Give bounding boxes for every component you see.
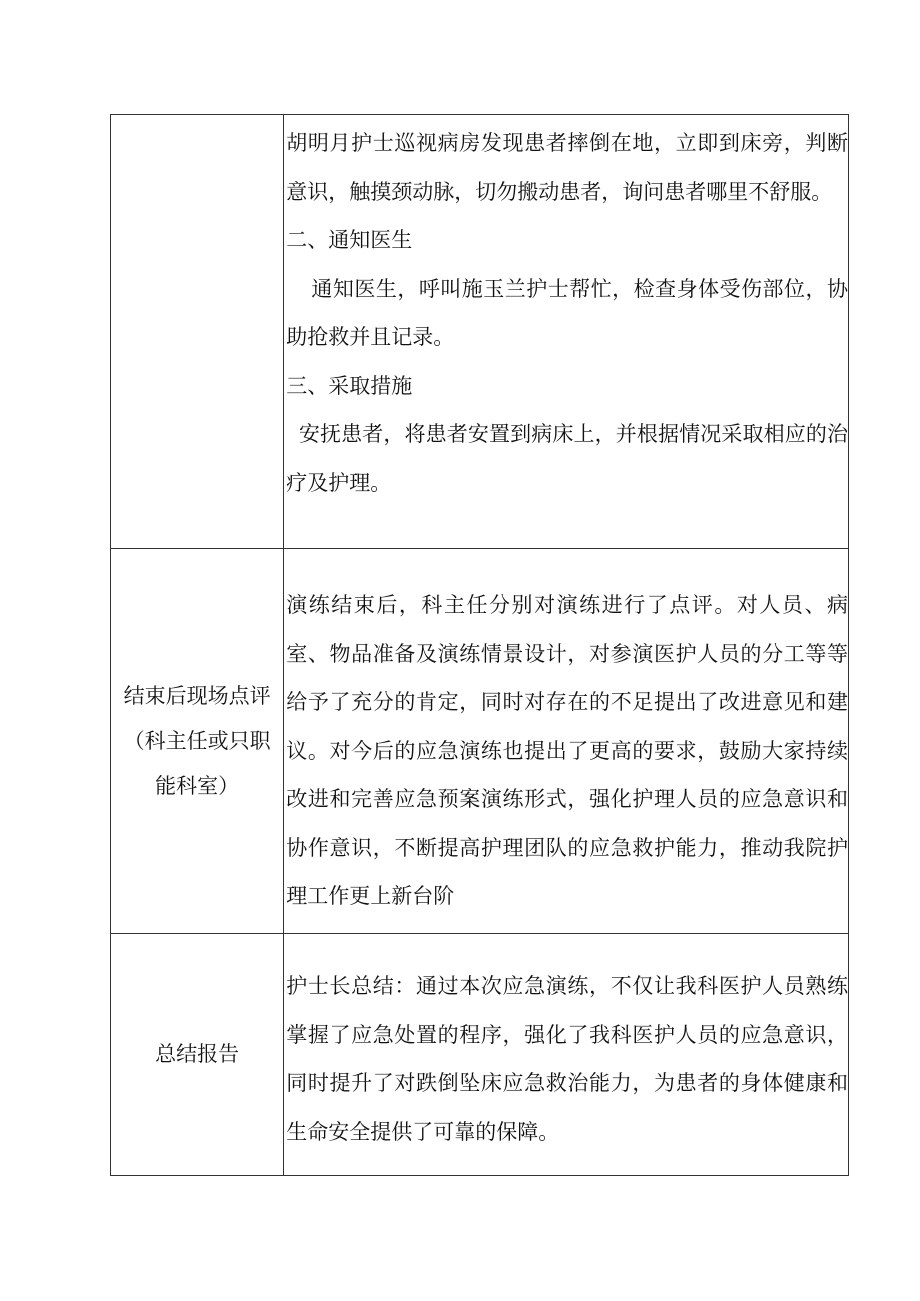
paragraph-discovery: 胡明月护士巡视病房发现患者摔倒在地，立即到床旁，判断意识，触摸颈动脉，切勿搬动患者，询问患者哪里不舒服。 — [286, 131, 848, 204]
row-label-cell — [111, 115, 284, 549]
table-row — [111, 934, 849, 1176]
label-line: 总结报告 — [155, 1042, 240, 1066]
table-row — [111, 549, 849, 934]
paragraph-notify-doctor: 通知医生，呼叫施玉兰护士帮忙，检查身体受伤部位，协助抢救并且记录。 — [286, 276, 848, 349]
paragraph-take-measures: 安抚患者，将患者安置到病床上，并根据情况采取相应的治疗及护理。 — [286, 422, 848, 495]
section-heading-notify-doctor: 二、通知医生 — [286, 228, 413, 252]
label-line: 能科室） — [155, 773, 240, 798]
section-heading-take-measures: 三、采取措施 — [286, 373, 413, 398]
row-content-cell — [284, 549, 849, 934]
label-line: 结束后现场点评 — [123, 683, 271, 708]
paragraph-review: 演练结束后，科主任分别对演练进行了点评。对人员、病室、物品准备及演练情景设计，对参演医护人员的分工等等给予了充分的肯定，同时对存在的不足提出了改进意见和建议。对今后的应急演练也提出了更高的要求，鼓励大家持续改进和完善应急预案演练形式，强化护理人员的应急意识和协作意识，不断提高护理团队的应急救护能力，推动我院护理工作更上新台阶 — [286, 593, 848, 908]
paragraph-summary: 护士长总结：通过本次应急演练，不仅让我科医护人员熟练掌握了应急处置的程序，强化了我科医护人员的应急意识，同时提升了对跌倒坠床应急救治能力，为患者的身体健康和生命安全提供了可靠的保障。 — [286, 974, 848, 1144]
label-line: （科主任或只职 — [123, 728, 271, 753]
table-row — [111, 115, 849, 549]
row-label-cell — [111, 549, 284, 934]
row-label-cell — [111, 934, 284, 1176]
row-content-cell — [284, 115, 849, 549]
row-content-cell — [284, 934, 849, 1176]
drill-record-table — [110, 114, 849, 1176]
